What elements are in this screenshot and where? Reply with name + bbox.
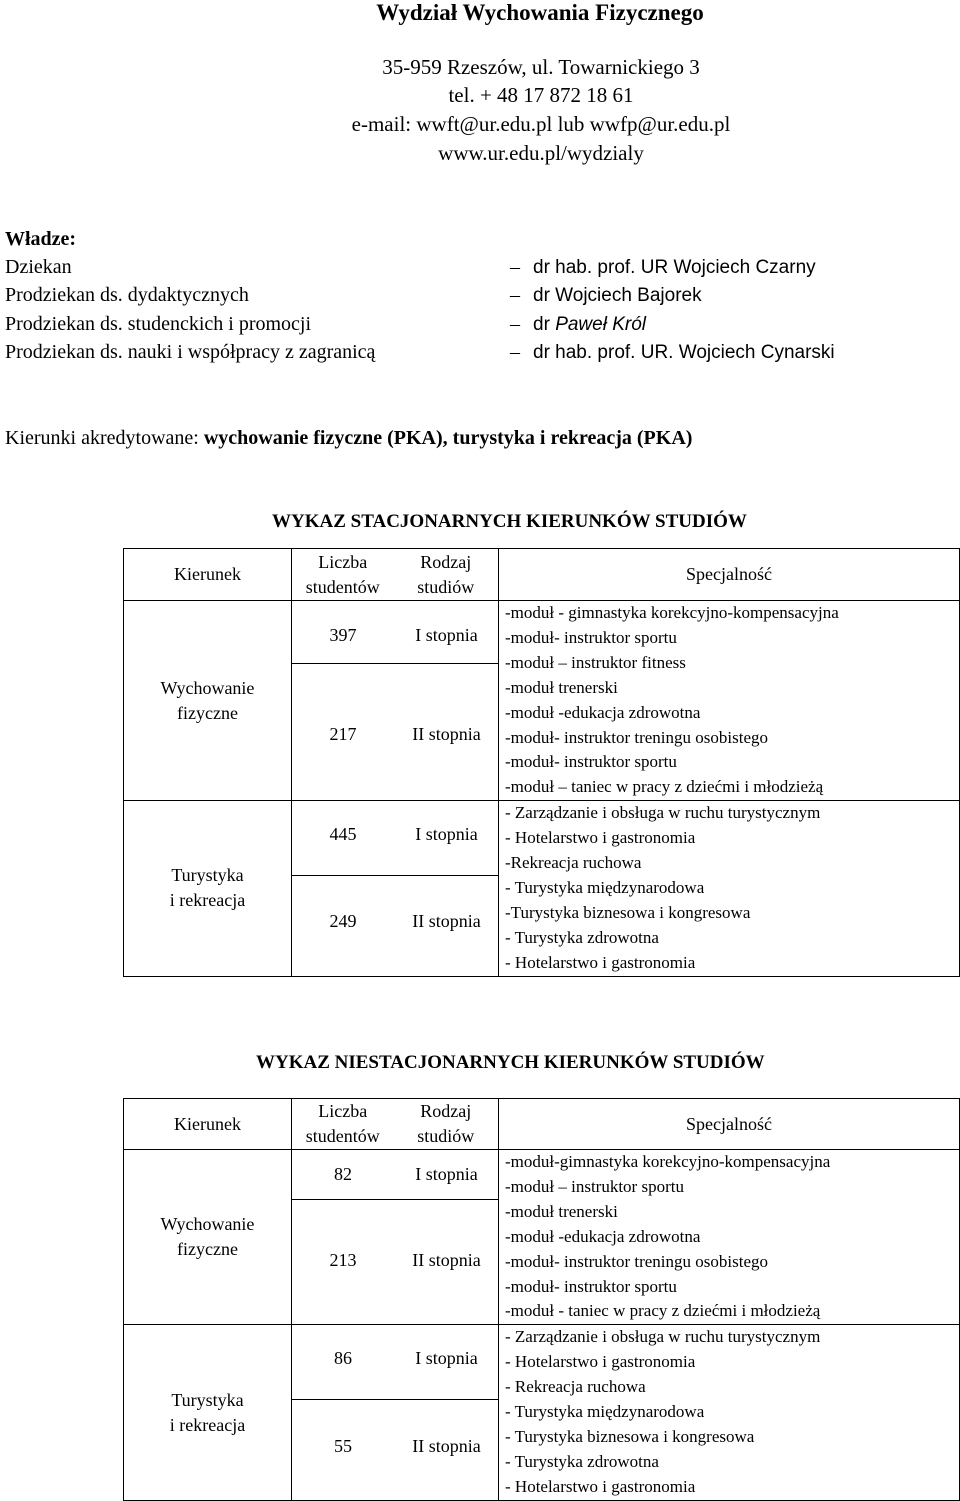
list-item: - Turystyka międzynarodowa — [505, 877, 705, 897]
list-item: -Turystyka biznesowa i kongresowa — [505, 902, 751, 922]
list-item: - Turystyka zdrowotna — [505, 1451, 659, 1471]
study-level: II stopnia — [412, 1436, 481, 1457]
stationary-heading: WYKAZ STACJONARNYCH KIERUNKÓW STUDIÓW — [272, 511, 747, 532]
field-name — [124, 601, 292, 801]
field-name-line1: Turystyka — [171, 865, 244, 886]
address: 35-959 Rzeszów, ul. Towarnickiego 3 — [382, 55, 700, 79]
list-item: -moduł trenerski — [505, 677, 618, 697]
nonstationary-table — [123, 1098, 960, 1501]
dash: – — [510, 341, 520, 363]
table-row — [124, 1325, 960, 1500]
specialties-cell — [499, 601, 960, 801]
study-level: I stopnia — [415, 824, 478, 845]
header-rodzaj — [394, 1099, 499, 1150]
field-name — [124, 1325, 292, 1500]
header-rodzaj-line2: studiów — [417, 1126, 475, 1146]
list-item: -moduł -edukacja zdrowotna — [505, 1226, 701, 1246]
list-item: -moduł -edukacja zdrowotna — [505, 702, 701, 722]
list-item: -Rekreacja ruchowa — [505, 853, 642, 873]
dash: – — [510, 313, 520, 335]
list-item: -moduł – taniec w pracy z dziećmi i młodzieżą — [505, 777, 824, 797]
list-item: -moduł trenerski — [505, 1201, 618, 1221]
stationary-table — [123, 548, 960, 977]
authorities-heading: Władze: — [5, 228, 77, 250]
list-item: -moduł- instruktor sportu — [505, 752, 677, 772]
study-level: II stopnia — [412, 724, 481, 744]
header-liczba-line1: Liczba — [318, 1101, 368, 1121]
header-kierunek: Kierunek — [124, 1099, 292, 1150]
field-name-line2: i rekreacja — [169, 1414, 246, 1435]
study-level: I stopnia — [415, 1348, 478, 1369]
field-name — [124, 1150, 292, 1325]
list-item: -moduł- instruktor treningu osobistego — [505, 727, 769, 747]
student-count: 445 — [329, 824, 357, 845]
specialties-cell — [499, 1325, 960, 1500]
student-count: 213 — [329, 1250, 357, 1270]
count-level-cell — [292, 1325, 499, 1500]
list-item: -moduł-gimnastyka korekcyjno-kompensacyjna — [505, 1152, 831, 1171]
website-link[interactable]: www.ur.edu.pl/wydzialy — [438, 141, 644, 165]
header-specjalnosc: Specjalność — [499, 549, 960, 601]
count-level-cell — [292, 1150, 499, 1325]
student-count: 397 — [329, 625, 357, 645]
accredited-fields — [5, 427, 692, 450]
study-level: II stopnia — [412, 911, 481, 932]
list-item: - Rekreacja ruchowa — [505, 1377, 646, 1397]
list-item: - Hotelarstwo i gastronomia — [505, 952, 696, 972]
list-item: -moduł- instruktor sportu — [505, 1276, 677, 1296]
student-count: 217 — [329, 724, 357, 744]
dash: – — [510, 256, 520, 278]
study-level: II stopnia — [412, 1250, 481, 1270]
student-count: 55 — [334, 1436, 352, 1457]
header-rodzaj-line1: Rodzaj — [420, 1101, 472, 1121]
field-name-line2: fizyczne — [177, 702, 238, 723]
vice-dean-student-role: Prodziekan ds. studenckich i promocji — [5, 313, 312, 335]
accredited-value: wychowanie fizyczne (PKA), turystyka i rekreacja (PKA) — [203, 427, 693, 449]
header-liczba — [292, 1099, 394, 1150]
list-item: -moduł - taniec w pracy z dziećmi i młodzieżą — [505, 1301, 821, 1321]
header-kierunek: Kierunek — [124, 549, 292, 601]
study-level: I stopnia — [415, 1164, 478, 1184]
vice-dean-didactic-role: Prodziekan ds. dydaktycznych — [5, 284, 249, 306]
header-rodzaj-line2: studiów — [417, 576, 475, 597]
list-item: -moduł- instruktor treningu osobistego — [505, 1251, 769, 1271]
field-name-line1: Turystyka — [171, 1389, 244, 1410]
header-specjalnosc: Specjalność — [499, 1099, 960, 1150]
list-item: - Hotelarstwo i gastronomia — [505, 828, 696, 848]
list-item: - Turystyka międzynarodowa — [505, 1402, 705, 1422]
list-item: - Zarządzanie i obsługa w ruchu turystycznym — [505, 1327, 821, 1347]
student-count: 82 — [334, 1164, 352, 1184]
name-italic: Paweł Król — [555, 314, 647, 335]
table-header-row — [124, 1099, 960, 1150]
study-level: I stopnia — [415, 625, 478, 645]
field-name-line1: Wychowanie — [160, 1214, 255, 1235]
field-name-line2: i rekreacja — [169, 890, 246, 911]
list-item: - Zarządzanie i obsługa w ruchu turystycznym — [505, 803, 821, 823]
header-rodzaj — [394, 549, 499, 601]
vice-dean-science-role: Prodziekan ds. nauki i współpracy z zagranicą — [5, 341, 376, 363]
table-header-row — [124, 549, 960, 601]
list-item: - Turystyka zdrowotna — [505, 927, 659, 947]
list-item: - Turystyka biznesowa i kongresowa — [505, 1426, 755, 1446]
dean-name: dr hab. prof. UR Wojciech Czarny — [533, 257, 816, 278]
field-name — [124, 801, 292, 976]
header-liczba-line2: studentów — [305, 1126, 380, 1146]
header-liczba — [292, 549, 394, 601]
list-item: -moduł - gimnastyka korekcyjno-kompensacyjna — [505, 603, 839, 622]
vice-dean-student-name — [533, 314, 646, 336]
dash: – — [510, 284, 520, 306]
vice-dean-didactic-name: dr Wojciech Bajorek — [533, 285, 702, 306]
specialties-cell — [499, 1150, 960, 1325]
count-level-cell — [292, 601, 499, 801]
list-item: - Hotelarstwo i gastronomia — [505, 1352, 696, 1372]
header-liczba-line2: studentów — [305, 576, 380, 597]
dean-role: Dziekan — [5, 256, 72, 278]
student-count: 86 — [334, 1348, 352, 1369]
phone: tel. + 48 17 872 18 61 — [448, 83, 634, 107]
field-name-line1: Wychowanie — [160, 677, 255, 698]
accredited-label: Kierunki akredytowane: — [5, 427, 204, 449]
field-name-line2: fizyczne — [177, 1239, 238, 1260]
specialties-cell — [499, 801, 960, 976]
email: e-mail: wwft@ur.edu.pl lub wwfp@ur.edu.pl — [351, 112, 731, 136]
table-row — [124, 801, 960, 976]
faculty-title: Wydział Wychowania Fizycznego — [376, 0, 704, 25]
table-row — [124, 601, 960, 801]
list-item: -moduł – instruktor fitness — [505, 652, 686, 672]
list-item: -moduł- instruktor sportu — [505, 627, 677, 647]
table-row — [124, 1150, 960, 1325]
vice-dean-science-name: dr hab. prof. UR. Wojciech Cynarski — [533, 342, 835, 363]
student-count: 249 — [329, 911, 357, 932]
nonstationary-heading: WYKAZ NIESTACJONARNYCH KIERUNKÓW STUDIÓW — [256, 1052, 765, 1073]
list-item: - Hotelarstwo i gastronomia — [505, 1476, 696, 1496]
header-rodzaj-line1: Rodzaj — [420, 551, 472, 572]
name-prefix: dr — [533, 314, 556, 335]
count-level-cell — [292, 801, 499, 976]
header-liczba-line1: Liczba — [318, 551, 368, 572]
list-item: -moduł – instruktor sportu — [505, 1176, 684, 1196]
